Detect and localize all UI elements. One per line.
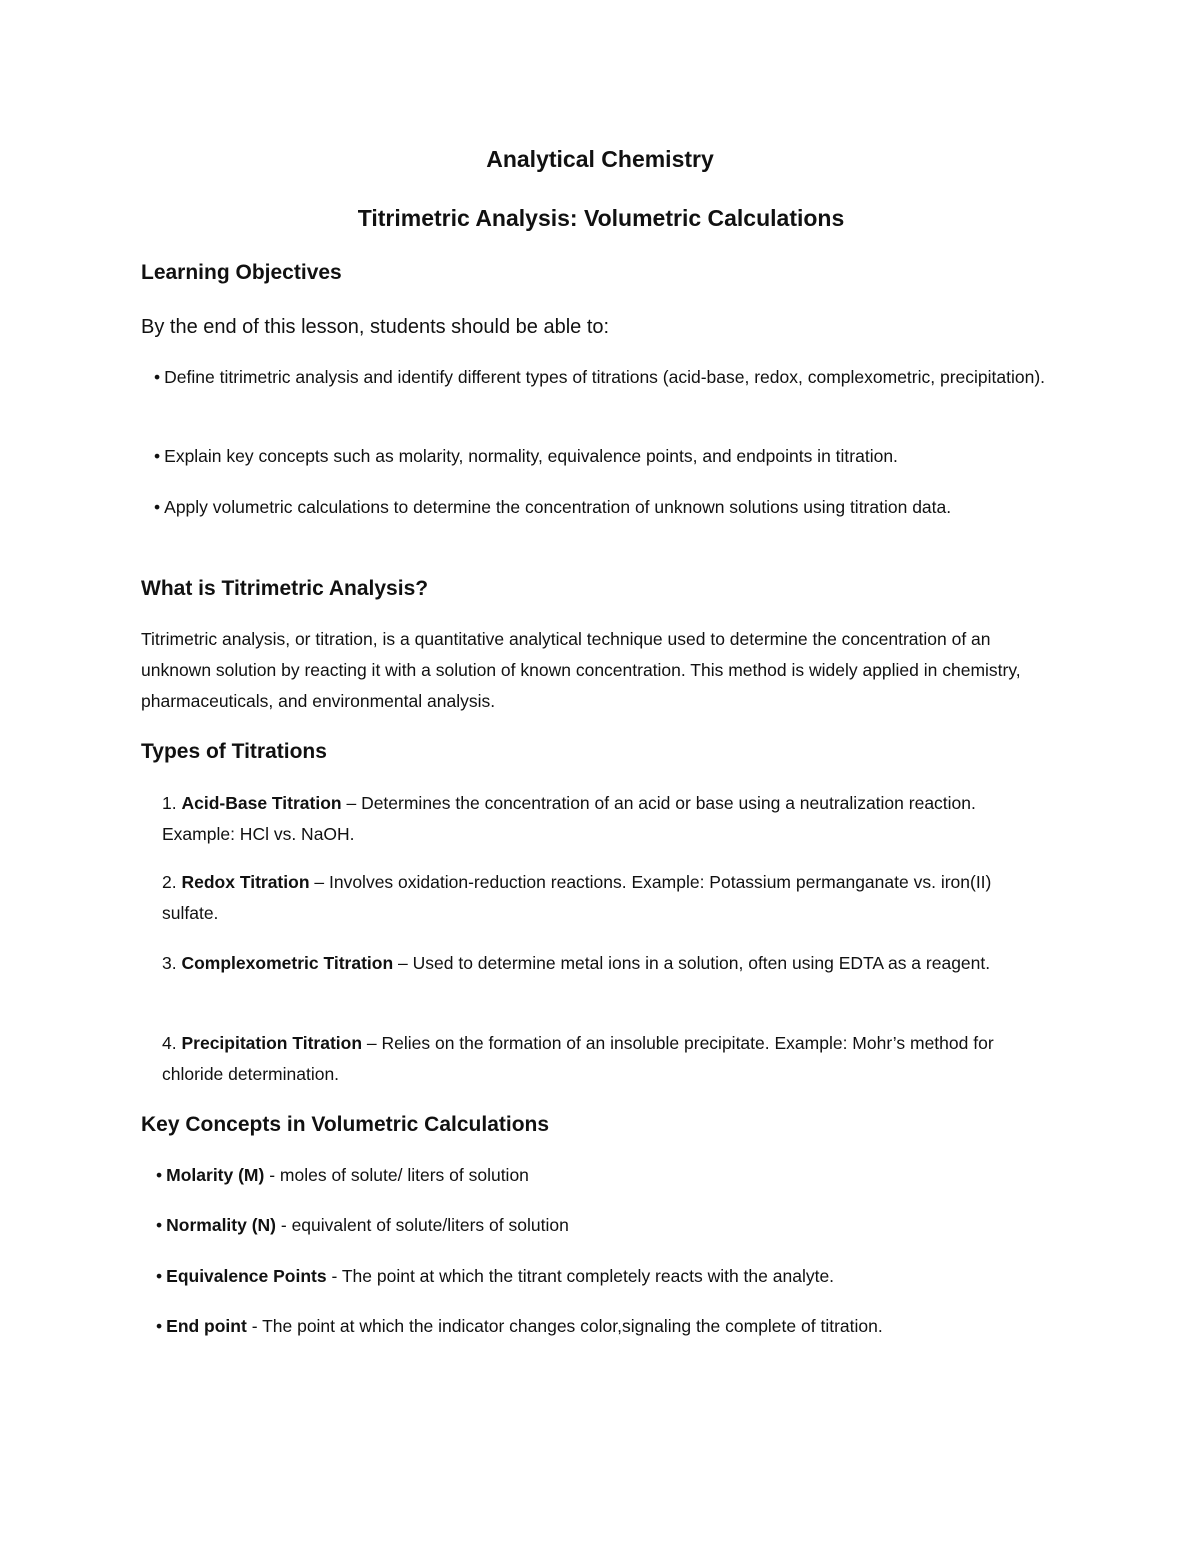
concept-description: - equivalent of solute/liters of solution: [276, 1215, 569, 1235]
objective-text: Define titrimetric analysis and identify different types of titrations (acid-base, redox, complexometric, precipitation).: [164, 367, 1046, 387]
concept-description: - The point at which the indicator changes color,signaling the complete of titration.: [246, 1316, 883, 1336]
objective-item: [141, 362, 1051, 393]
item-number: 2.: [162, 872, 177, 892]
document-title: Analytical Chemistry: [486, 146, 714, 172]
titration-type-item: [162, 867, 1042, 929]
concept-description: - moles of solute/ liters of solution: [264, 1165, 529, 1185]
item-number: 1.: [162, 793, 177, 813]
types-heading: Types of Titrations: [141, 740, 327, 763]
titration-type-item: [162, 1028, 1042, 1090]
concept-description: - The point at which the titrant completely reacts with the analyte.: [326, 1266, 835, 1286]
document-page: [141, 0, 1061, 1553]
document-subtitle: Titrimetric Analysis: Volumetric Calculations: [357, 205, 845, 231]
item-description: – Used to determine metal ions in a solution, often using EDTA as a reagent.: [393, 953, 991, 973]
bullet-icon: •: [154, 497, 161, 517]
item-description: – Relies on the formation of an insoluble precipitate. Example: Mohr’s method for chloride determination.: [162, 1033, 994, 1084]
concept-term: End point: [166, 1316, 247, 1336]
titration-type-item: [162, 788, 1042, 850]
bullet-icon: •: [156, 1215, 163, 1235]
concept-item: [141, 1261, 1041, 1292]
item-description: – Involves oxidation-reduction reactions. Example: Potassium permanganate vs. iron(II) sulfate.: [162, 872, 992, 923]
learning-objectives-heading: Learning Objectives: [141, 261, 342, 284]
objectives-intro: By the end of this lesson, students should be able to:: [141, 316, 610, 338]
objective-text: Explain key concepts such as molarity, normality, equivalence points, and endpoints in titration.: [164, 446, 898, 466]
what-is-body: Titrimetric analysis, or titration, is a quantitative analytical technique used to determine the concentration of an unknown solution by reacting it with a solution of known concentration. This method is widely applied in chemistry, pharmaceuticals, and environmental analysis.: [141, 629, 1021, 711]
item-number: 3.: [162, 953, 177, 973]
concept-term: Molarity (M): [166, 1165, 265, 1185]
concept-item: [141, 1311, 1041, 1342]
titration-type-item: [162, 948, 1042, 979]
bullet-icon: •: [154, 367, 161, 387]
item-term: Redox Titration: [181, 872, 310, 892]
key-concepts-heading: Key Concepts in Volumetric Calculations: [141, 1113, 550, 1136]
item-number: 4.: [162, 1033, 177, 1053]
objective-item: [141, 441, 1051, 472]
concept-term: Normality (N): [166, 1215, 277, 1235]
bullet-icon: •: [156, 1165, 163, 1185]
item-description: – Determines the concentration of an acid or base using a neutralization reaction. Example: HCl vs. NaOH.: [162, 793, 976, 844]
item-term: Acid-Base Titration: [181, 793, 342, 813]
concept-term: Equivalence Points: [166, 1266, 327, 1286]
objective-text: Apply volumetric calculations to determine the concentration of unknown solutions using titration data.: [164, 497, 952, 517]
objective-item: [141, 492, 1051, 523]
concept-item: [141, 1210, 1041, 1241]
item-term: Precipitation Titration: [181, 1033, 363, 1053]
bullet-icon: •: [156, 1266, 163, 1286]
concept-item: [141, 1160, 1041, 1191]
what-is-heading: What is Titrimetric Analysis?: [141, 577, 429, 600]
bullet-icon: •: [154, 446, 161, 466]
bullet-icon: •: [156, 1316, 163, 1336]
item-term: Complexometric Titration: [181, 953, 394, 973]
